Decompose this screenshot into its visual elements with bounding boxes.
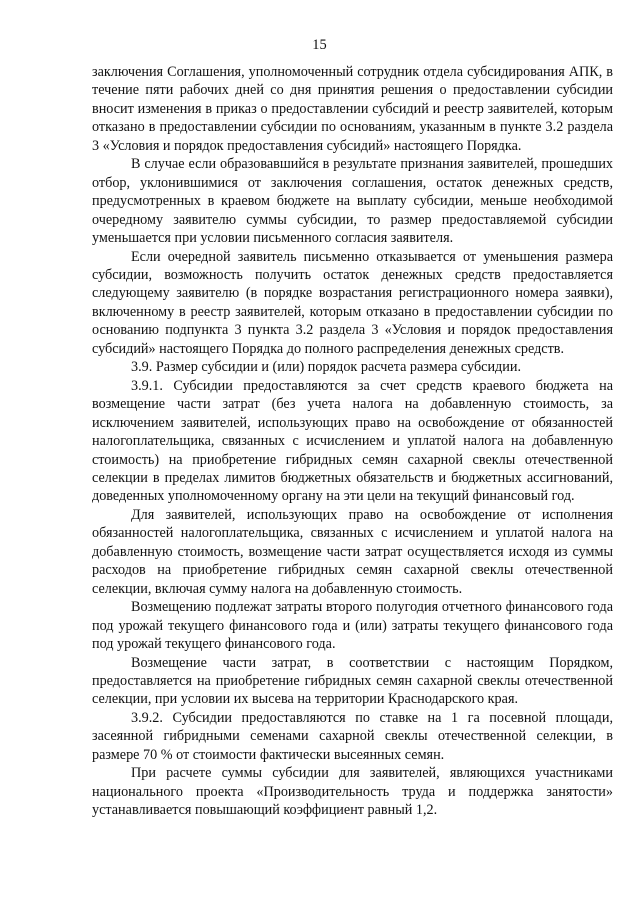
paragraph-3: Если очередной заявитель письменно отказывается от уменьшения размера субсидии, возможность получить остаток денежных средств предоставляется следующему заявителю (в порядке возрастания регистрационного номера заявки), включенному в реестр заявителей, которым отказано в предоставлении субсидии по основанию подпункта 3 пункта 3.2 раздела 3 «Условия и порядок предоставления субсидий» настоящего Порядка до полного распределения денежных средств.: [92, 248, 613, 357]
paragraph-2: В случае если образовавшийся в результате признания заявителей, прошедших отбор, уклонившимися от заключения соглашения, остаток денежных средств, предусмотренных в краевом бюджете на выплату субсидии, меньше необходимой очередному заявителю суммы субсидии, то размер предоставляемой субсидии уменьшается при условии письменного согласия заявителя.: [92, 156, 613, 247]
paragraph-1: заключения Соглашения, уполномоченный сотрудник отдела субсидирования АПК, в течение пяти рабочих дней со дня принятия решения о предоставлении субсидии вносит изменения в приказ о предоставлении субсидий и реестр заявителей, которым отказано в предоставлении субсидии по основаниям, указанным в пункте 3.2 раздела 3 «Условия и порядок предоставления субсидий» настоящего Порядка.: [92, 64, 613, 154]
paragraph-4: 3.9. Размер субсидии и (или) порядок расчета размера субсидии.: [131, 359, 522, 376]
document-body: [92, 63, 613, 820]
paragraph-5: 3.9.1. Субсидии предоставляются за счет средств краевого бюджета на возмещение части затрат (без учета налога на добавленную стоимость, за исключением заявителей, использующих право на освобождение от обязанностей налогоплательщика, связанных с исчислением и уплатой налога на добавленную стоимость) на приобретение гибридных семян сахарной свеклы отечественной селекции в пределах лимитов бюджетных обязательств и бюджетных ассигнований, доведенных уполномоченному органу на эти цели на текущий финансовый год.: [92, 377, 613, 505]
paragraph-10: При расчете суммы субсидии для заявителей, являющихся участниками национального проекта «Производительность труда и поддержка занятости» устанавливается повышающий коэффициент равный 1,2.: [92, 765, 613, 819]
paragraph-9: 3.9.2. Субсидии предоставляются по ставке на 1 га посевной площади, засеянной гибридными семенами сахарной свеклы отечественной селекции, в размере 70 % от стоимости фактически высеянных семян.: [92, 709, 613, 763]
page-number: 15: [312, 37, 327, 53]
paragraph-7: Возмещению подлежат затраты второго полугодия отчетного финансового года под урожай текущего финансового года и (или) затраты текущего финансового года под урожай текущего финансового года.: [92, 599, 613, 653]
paragraph-6: Для заявителей, использующих право на освобождение от исполнения обязанностей налогоплательщика, связанных с исчислением и уплатой налога на добавленную стоимость, возмещение части затрат осуществляется исходя из суммы расходов на приобретение гибридных семян сахарной свеклы отечественной селекции, включая сумму налога на добавленную стоимость.: [92, 506, 613, 597]
paragraph-8: Возмещение части затрат, в соответствии с настоящим Порядком, предоставляется на приобретение гибридных семян сахарной свеклы отечественной селекции, при условии их высева на территории Краснодарского края.: [92, 654, 613, 708]
